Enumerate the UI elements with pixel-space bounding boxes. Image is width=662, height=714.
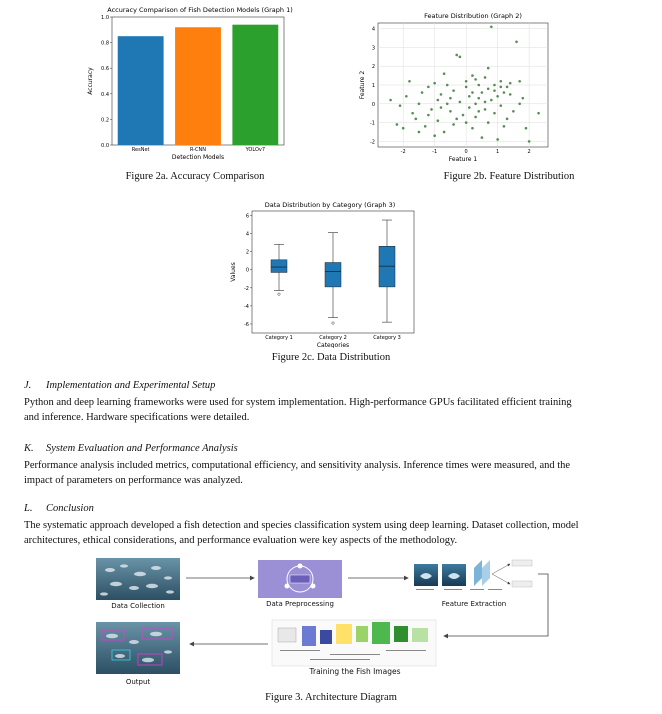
chart2-point	[484, 76, 487, 79]
chart1-ylabel: Accuracy	[87, 67, 94, 95]
chart2-ytick-label: 1	[371, 83, 375, 89]
chart2-point	[481, 91, 484, 94]
chart2-point	[487, 121, 490, 124]
chart2-point	[525, 127, 528, 130]
chart3-flier	[332, 322, 334, 324]
chart3-ytick-label: 4	[245, 231, 249, 238]
chart2-point	[537, 112, 540, 115]
chart3-xtick-label: Category 2	[319, 335, 347, 341]
chart2-point	[443, 131, 446, 134]
chart2-point	[493, 112, 496, 115]
chart2-point	[518, 102, 521, 105]
chart2-point	[459, 56, 462, 59]
chart2-point	[503, 125, 506, 128]
chart2-point	[455, 118, 458, 121]
chart3-xtick-label: Category 1	[265, 335, 293, 341]
chart2-point	[418, 131, 421, 134]
chart2-point	[465, 86, 468, 89]
chart1-xtick-label: R-CNN	[189, 147, 207, 153]
chart2-xtick-label: 1	[496, 149, 500, 155]
chart2-point	[496, 138, 499, 141]
chart1-bar	[175, 27, 221, 145]
chart3-flier	[278, 293, 280, 295]
chart2-ytick-label: 3	[371, 45, 375, 52]
chart2-point	[462, 114, 465, 117]
chart3-xtick-label: Category 3	[373, 335, 401, 341]
feature-extraction-label: Feature Extraction	[441, 600, 507, 608]
chart1-ytick-label: 0.6	[101, 66, 109, 73]
data-preprocessing-image	[258, 560, 342, 598]
chart2-point	[506, 86, 509, 89]
chart3-ytick-label: -6	[244, 321, 249, 328]
chart2-point	[487, 67, 490, 70]
chart2-point	[496, 95, 499, 98]
chart2-point	[506, 118, 509, 121]
chart2-point	[471, 74, 474, 77]
chart1-ytick-label: 0.8	[101, 40, 109, 47]
section-k-heading: K. System Evaluation and Performance Analysis	[24, 443, 238, 454]
chart2-point	[452, 89, 455, 92]
chart2-point	[443, 72, 446, 75]
chart2-point	[408, 80, 411, 83]
chart2-point	[477, 97, 480, 100]
chart2-point	[503, 91, 506, 94]
section-j-paragraph: Python and deep learning frameworks were used for system implementation. High-performance GPUs facilitated efficient training and inference. Hardware specifications were detailed.	[24, 397, 572, 423]
chart2-xtick-label: 2	[527, 149, 531, 155]
chart2-point	[474, 78, 477, 81]
chart1-bar	[118, 36, 164, 145]
chart1-ytick-label: 0.2	[101, 117, 109, 124]
chart2-point	[440, 106, 443, 109]
chart2-point	[474, 102, 477, 105]
chart2-point	[477, 84, 480, 87]
data-collection-image	[96, 558, 180, 600]
chart3-ytick-label: 0	[245, 267, 249, 274]
chart2-ytick-label: -1	[370, 120, 375, 127]
chart2-point	[430, 108, 433, 111]
output-label: Output	[125, 678, 151, 686]
chart3-box	[379, 246, 395, 287]
chart2-point	[468, 106, 471, 109]
chart2-point	[499, 104, 502, 107]
chart2-point	[389, 99, 392, 102]
figure-2a-caption: Figure 2a. Accuracy Comparison	[125, 171, 265, 182]
chart3-title: Data Distribution by Category (Graph 3)	[264, 201, 396, 209]
section-k-paragraph: Performance analysis included metrics, computational efficiency, and sensitivity analysis. Inference times were measured, and the impact of parameters on performance was analyzed.	[24, 460, 571, 486]
chart2-point	[446, 84, 449, 87]
chart3-xlabel: Categories	[316, 342, 350, 348]
chart2-point	[515, 40, 518, 43]
chart2-point	[437, 99, 440, 102]
chart2-xlabel: Feature 1	[448, 156, 478, 163]
chart2-point	[499, 80, 502, 83]
chart1-bar	[232, 25, 278, 145]
chart3-ytick-label: -2	[244, 285, 249, 292]
training-network-diagram	[272, 620, 436, 666]
chart2-point	[427, 86, 430, 89]
chart2-point	[509, 82, 512, 85]
chart2-point	[481, 136, 484, 139]
chart3-box	[271, 260, 287, 273]
chart2-point	[499, 86, 502, 89]
feature-extraction-diagram	[414, 560, 532, 590]
chart2-title: Feature Distribution (Graph 2)	[424, 12, 522, 20]
chart2-point	[512, 110, 515, 113]
chart2-point	[433, 134, 436, 137]
chart2-point	[446, 102, 449, 105]
chart2-point	[509, 93, 512, 96]
chart1-ytick-label: 0.0	[101, 143, 109, 149]
chart2-ytick-label: -2	[370, 139, 375, 146]
chart2-point	[493, 84, 496, 87]
section-j-heading: J. Implementation and Experimental Setup	[24, 380, 216, 391]
chart1-ytick-label: 0.4	[101, 91, 109, 98]
chart2-xtick-label: -2	[400, 149, 406, 155]
chart2-point	[471, 91, 474, 94]
chart2-point	[484, 108, 487, 111]
chart2-point	[452, 123, 455, 126]
chart2-ytick-label: 0	[371, 101, 375, 108]
chart2-point	[465, 80, 468, 83]
chart2-point	[528, 140, 531, 143]
chart2-point	[421, 91, 424, 94]
chart2-point	[427, 114, 430, 117]
chart2-point	[449, 110, 452, 113]
category-box-plot	[226, 198, 416, 348]
chart2-point	[459, 101, 462, 104]
chart2-point	[465, 121, 468, 124]
chart3-ytick-label: 2	[245, 249, 249, 256]
chart2-point	[518, 80, 521, 83]
chart2-point	[477, 110, 480, 113]
chart2-ytick-label: 4	[371, 26, 375, 33]
chart2-point	[487, 87, 490, 90]
figure-2c-caption: Figure 2c. Data Distribution	[271, 352, 391, 363]
chart2-point	[411, 112, 414, 115]
chart2-point	[468, 95, 471, 98]
chart2-point	[490, 25, 493, 28]
chart1-xlabel: Detection Models	[171, 154, 225, 161]
data-collection-label: Data Collection	[111, 602, 165, 610]
chart2-point	[490, 99, 493, 102]
output-image	[96, 622, 180, 674]
chart2-point	[414, 118, 417, 121]
chart2-point	[474, 116, 477, 119]
chart2-point	[402, 127, 405, 130]
chart3-ytick-label: 6	[245, 213, 249, 220]
chart2-ylabel: Feature 2	[359, 70, 366, 100]
chart3-ytick-label: -4	[244, 303, 249, 310]
chart2-point	[405, 95, 408, 98]
chart1-title: Accuracy Comparison of Fish Detection Models (Graph 1)	[107, 6, 293, 14]
training-label: Training the Fish Images	[309, 667, 401, 676]
chart3-box	[325, 263, 341, 287]
architecture-diagram	[90, 556, 560, 690]
chart2-point	[449, 97, 452, 100]
section-l-heading: L. Conclusion	[24, 503, 94, 514]
chart1-ytick-label: 1.0	[101, 15, 109, 21]
chart1-xtick-label: YOLOv7	[245, 147, 266, 153]
chart2-point	[424, 125, 427, 128]
data-preprocessing-label: Data Preprocessing	[266, 600, 334, 608]
chart2-point	[399, 104, 402, 107]
chart2-point	[440, 93, 443, 96]
chart2-point	[471, 127, 474, 130]
chart2-point	[455, 54, 458, 57]
chart2-point	[396, 123, 399, 126]
chart3-ylabel: Values	[230, 262, 237, 282]
chart2-xtick-label: 0	[464, 149, 468, 155]
chart2-point	[437, 119, 440, 122]
chart2-point	[418, 102, 421, 105]
chart2-point	[522, 97, 525, 100]
accuracy-bar-chart	[82, 4, 302, 164]
chart1-xtick-label: ResNet	[131, 147, 150, 153]
feature-scatter-chart	[358, 4, 558, 164]
section-l-paragraph: The systematic approach developed a fish detection and species classification system using deep learning. Dataset collection, model architectures, ethical considerations, and performance evaluation were key aspects of the methodology.	[24, 520, 579, 546]
chart2-ytick-label: 2	[371, 64, 375, 71]
chart2-xtick-label: -1	[432, 149, 438, 155]
chart2-point	[493, 89, 496, 92]
figure-2b-caption: Figure 2b. Feature Distribution	[443, 171, 575, 182]
chart2-point	[484, 101, 487, 104]
figure-3-caption: Figure 3. Architecture Diagram	[265, 692, 397, 703]
chart2-point	[433, 82, 436, 85]
